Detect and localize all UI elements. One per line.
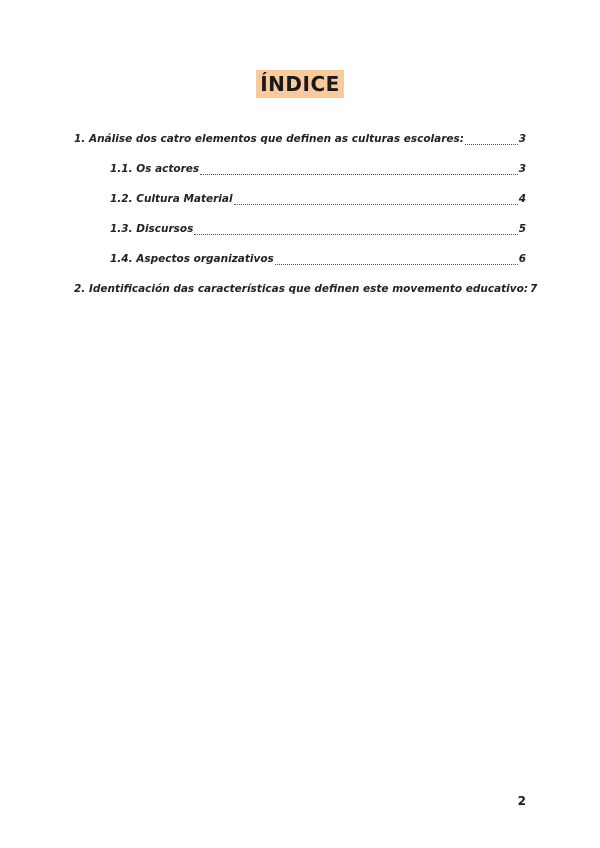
toc-leader-dots xyxy=(234,194,518,205)
toc-entry-page: 3 xyxy=(518,163,526,175)
toc-entry-label: 1.4. Aspectos organizativos xyxy=(110,253,274,265)
toc-leader-dots xyxy=(200,164,518,175)
toc-entry-page: 4 xyxy=(518,193,526,205)
toc-entry-1[interactable] xyxy=(74,132,526,147)
toc-entry-label: 1.1. Os actores xyxy=(110,163,200,175)
toc-entry-1-2[interactable] xyxy=(74,192,526,207)
toc-entry-1-4[interactable] xyxy=(74,252,526,267)
toc-entry-1-1[interactable] xyxy=(74,162,526,177)
toc-entry-page: 3 xyxy=(518,133,526,145)
title-wrapper xyxy=(0,70,600,98)
page-number: 2 xyxy=(517,794,526,808)
toc-entry-label: 1.2. Cultura Material xyxy=(110,193,233,205)
toc-entry-label: 1. Análise dos catro elementos que definen as culturas escolares: xyxy=(74,133,464,145)
toc-entry-page: 6 xyxy=(518,253,526,265)
toc-entry-page: 5 xyxy=(518,223,526,235)
toc-entry-label: 1.3. Discursos xyxy=(110,223,194,235)
toc-leader-dots xyxy=(465,134,518,145)
toc-entry-label: 2. Identificación das características que definen este movemento educativo: xyxy=(74,283,529,295)
toc-entry-2[interactable] xyxy=(74,282,538,297)
page-title: ÍNDICE xyxy=(256,70,344,98)
toc-leader-dots xyxy=(194,224,517,235)
toc-entry-page: 7 xyxy=(530,283,538,295)
toc-leader-dots xyxy=(275,254,518,265)
table-of-contents xyxy=(74,132,538,297)
toc-entry-1-3[interactable] xyxy=(74,222,526,237)
